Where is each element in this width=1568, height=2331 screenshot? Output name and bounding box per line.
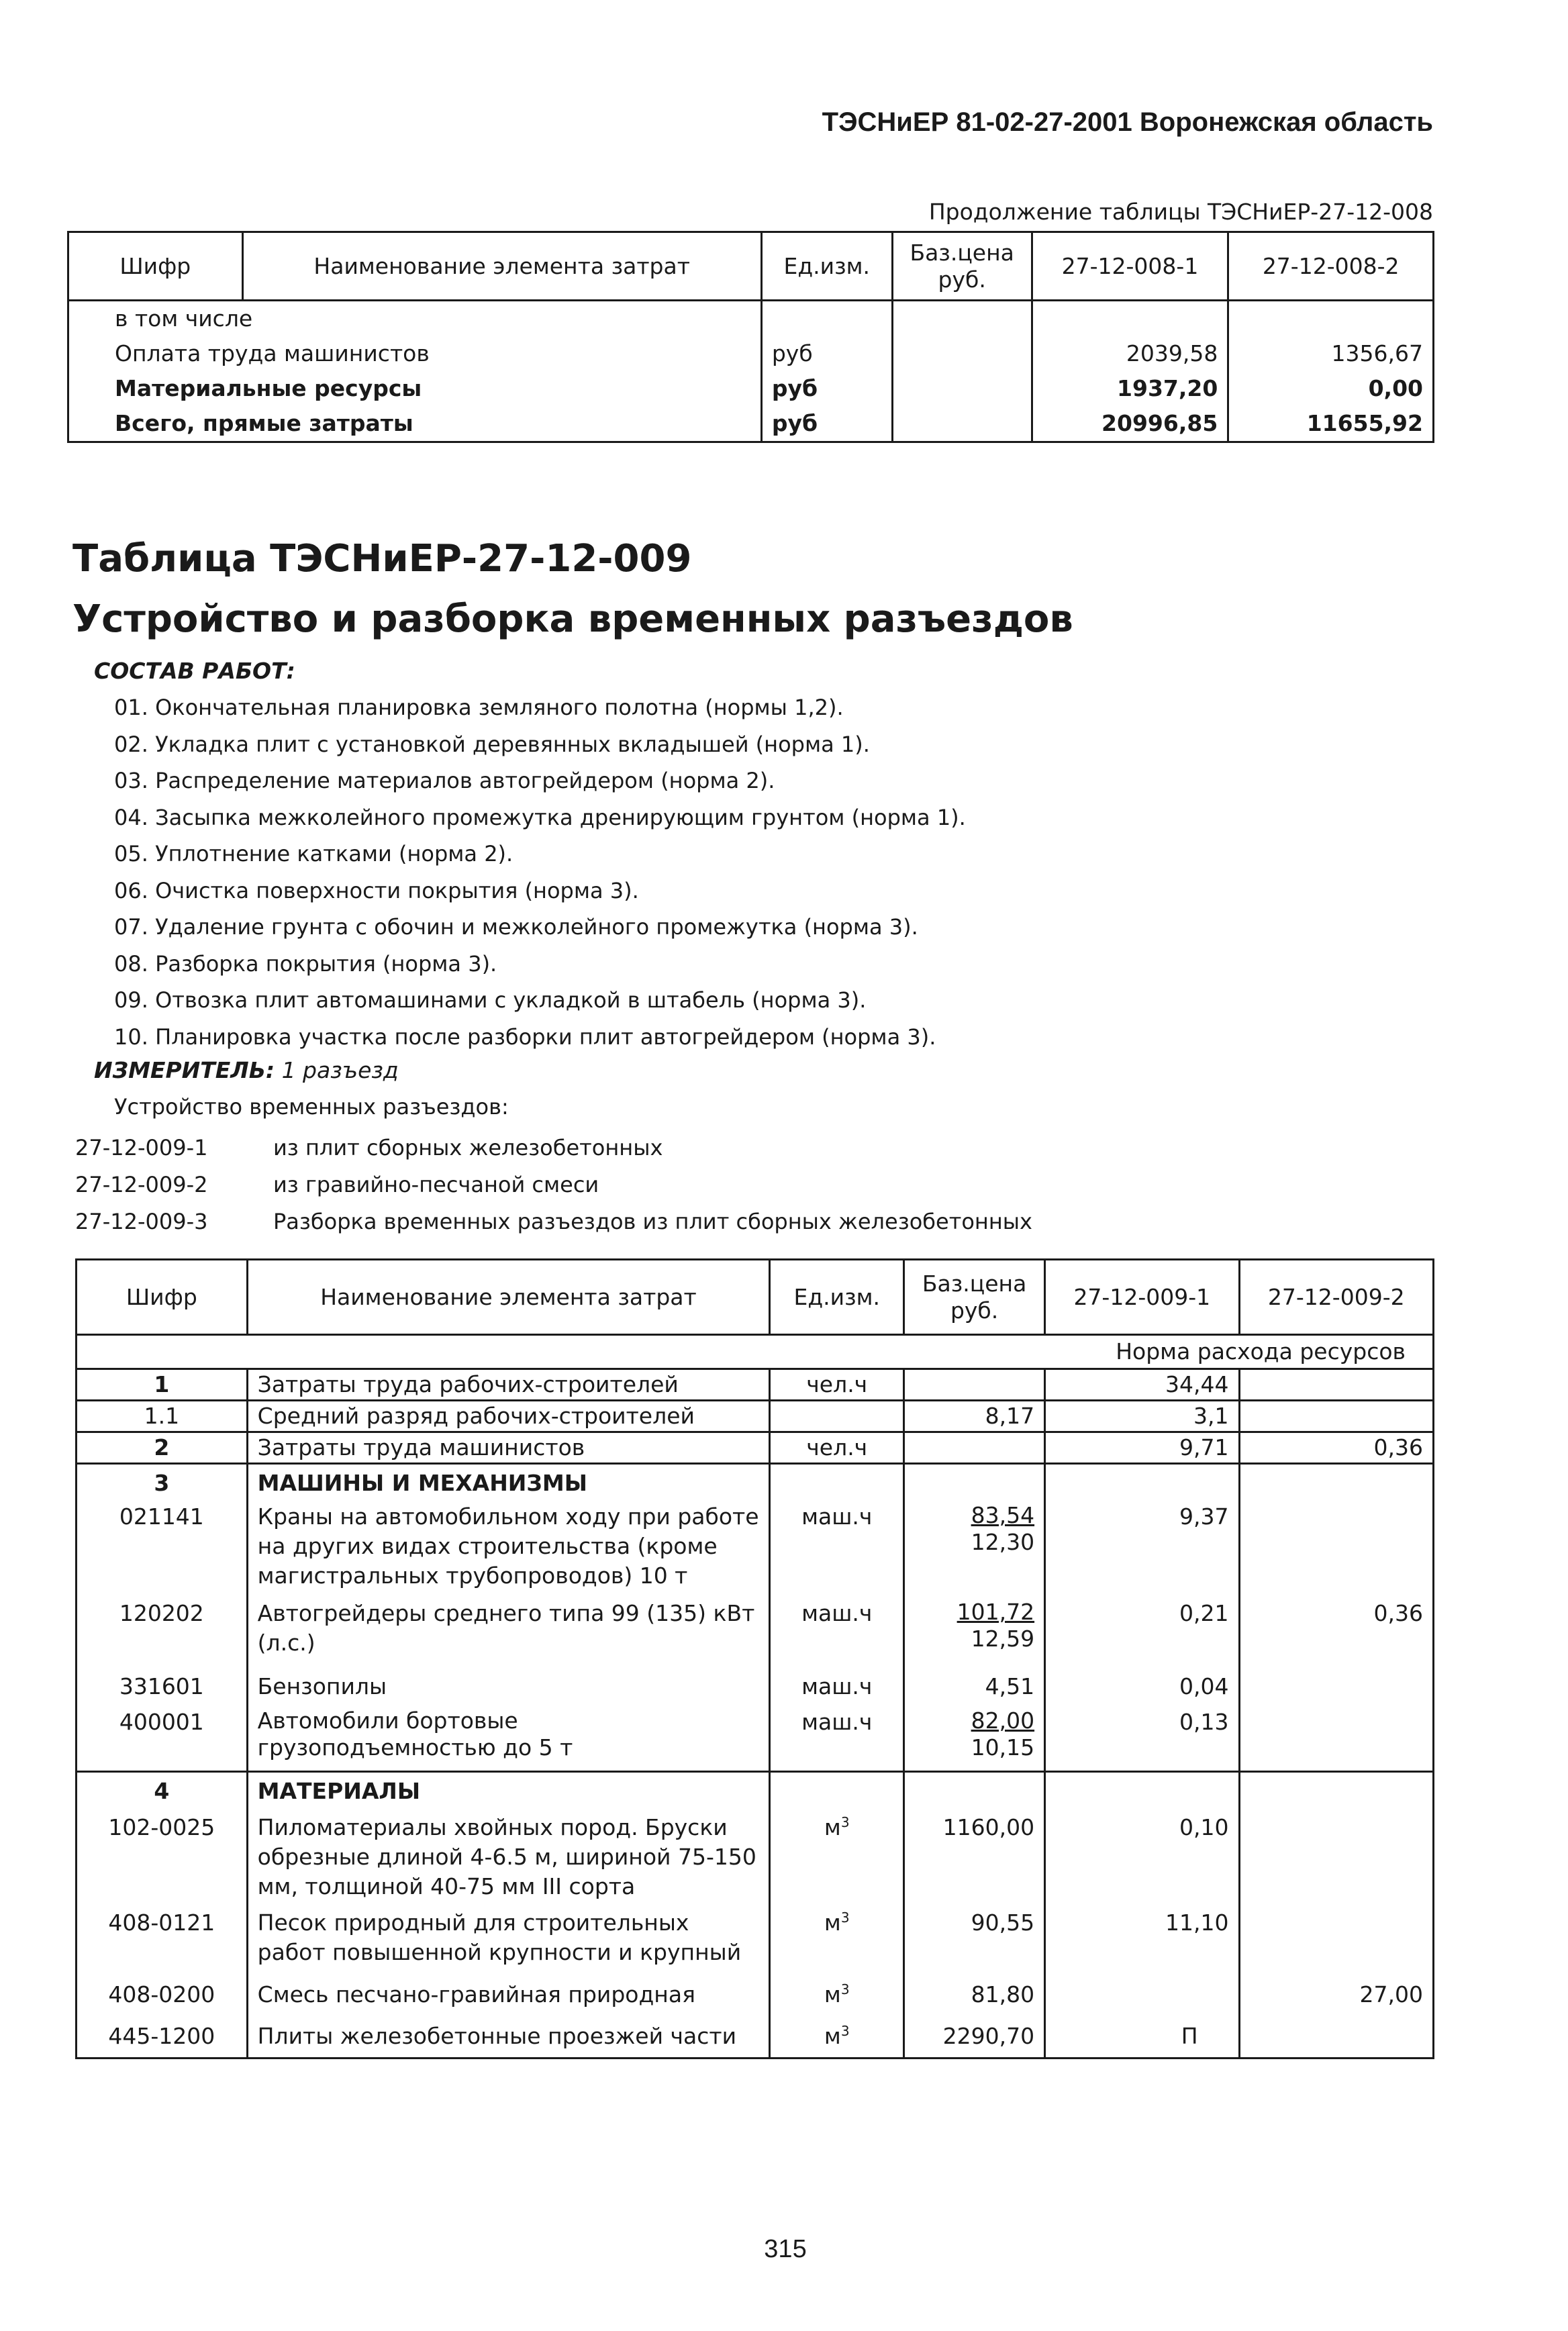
- col-header-name: Наименование элемента затрат: [242, 232, 761, 301]
- col-header-name: Наименование элемента затрат: [247, 1260, 770, 1335]
- row-v2: 0,36: [1239, 1599, 1433, 1666]
- row-unit: маш.ч: [801, 1600, 873, 1626]
- row-price: 90,55: [904, 1908, 1045, 1974]
- unit-text: м: [824, 2023, 841, 2049]
- measure-line: [94, 1057, 399, 1083]
- row-v2: 1356,67: [1331, 340, 1423, 366]
- table-row: [77, 1666, 1434, 1707]
- row-v2: [1228, 301, 1434, 337]
- row-price: 81,80: [904, 1974, 1045, 2016]
- row-price: [904, 1498, 1045, 1599]
- row-v2: [1239, 1908, 1433, 1974]
- table-title: Таблица ТЭСНиЕР-27-12-009: [72, 537, 692, 581]
- row-code: 408-0200: [108, 1981, 215, 2007]
- col-header-v1: 27-12-009-1: [1045, 1260, 1239, 1335]
- list-item: 02. Укладка плит с установкой деревянных вкладышей (норма 1).: [114, 731, 870, 757]
- row-v2: 0,36: [1239, 1432, 1433, 1464]
- row-code: 408-0121: [108, 1910, 215, 1936]
- row-v1: [1032, 301, 1228, 337]
- col-header-price: Баз.цена руб.: [892, 232, 1032, 301]
- row-label: Материальные ресурсы: [115, 375, 422, 401]
- row-unit: маш.ч: [801, 1709, 873, 1735]
- row-price: [904, 1369, 1045, 1401]
- row-v2: [1239, 1806, 1433, 1908]
- row-code: 1.1: [144, 1403, 180, 1429]
- row-code: 3: [154, 1470, 170, 1496]
- col-header-price: Баз.цена руб.: [904, 1260, 1045, 1335]
- row-price: [892, 301, 1032, 337]
- table-row: [77, 1498, 1434, 1599]
- row-label: Краны на автомобильном ходу при работе на других видах строительства (кроме магистральных трубопроводов) 10 т: [247, 1498, 770, 1599]
- row-v1: 20996,85: [1032, 406, 1228, 442]
- list-item: [75, 1203, 1032, 1240]
- row-label: Автомобили бортовые грузоподъемностью до 5 т: [247, 1707, 770, 1772]
- resources-table: [75, 1258, 1434, 2059]
- col-header-code: Шифр: [68, 232, 243, 301]
- row-price: [904, 1707, 1045, 1772]
- row-unit: руб: [761, 406, 892, 442]
- code: 27-12-009-3: [75, 1209, 208, 1234]
- price-main: 101,72: [957, 1599, 1035, 1625]
- row-label: Плиты железобетонные проезжей части: [247, 2016, 770, 2059]
- row-v2: 11655,92: [1306, 410, 1423, 436]
- list-item: [75, 1167, 1032, 1203]
- code-desc: из гравийно-песчаной смеси: [273, 1172, 599, 1197]
- code: 27-12-009-2: [75, 1172, 208, 1197]
- row-price: [892, 406, 1032, 442]
- row-unit: руб: [761, 371, 892, 406]
- row-label: МАШИНЫ И МЕХАНИЗМЫ: [247, 1464, 770, 1499]
- measure-value: 1 разъезд: [281, 1057, 399, 1083]
- row-label: Смесь песчано-гравийная природная: [247, 1974, 770, 2016]
- table-row: [77, 1432, 1434, 1464]
- row-unit: [770, 1806, 904, 1908]
- list-item: 08. Разборка покрытия (норма 3).: [114, 950, 497, 977]
- col-header-v1: 27-12-008-1: [1032, 232, 1228, 301]
- row-price: [904, 1432, 1045, 1464]
- row-code: 445-1200: [108, 2023, 215, 2049]
- row-price: [892, 371, 1032, 406]
- table-header-row: [77, 1260, 1434, 1335]
- construction-caption: Устройство временных разъездов:: [114, 1094, 509, 1120]
- row-code: 120202: [119, 1600, 204, 1626]
- row-v1: 3,1: [1193, 1403, 1229, 1429]
- unit-sup: 3: [840, 1814, 850, 1830]
- row-v1: 9,37: [1179, 1503, 1229, 1530]
- table-subtitle: Устройство и разборка временных разъездов: [72, 597, 1073, 641]
- col-header-unit: Ед.изм.: [770, 1260, 904, 1335]
- row-v1: 0,04: [1179, 1673, 1229, 1699]
- row-price: 8,17: [904, 1401, 1045, 1432]
- row-v1: 2039,58: [1032, 336, 1228, 371]
- row-unit: [761, 301, 892, 337]
- works-list: [114, 689, 966, 1055]
- list-item: 07. Удаление грунта с обочин и межколейного промежутка (норма 3).: [114, 914, 918, 940]
- unit-sup: 3: [840, 1981, 850, 1997]
- table-row: [77, 1599, 1434, 1666]
- row-price: 4,51: [904, 1666, 1045, 1707]
- row-v2: [1239, 2016, 1433, 2059]
- row-label: Пиломатериалы хвойных пород. Бруски обрезные длиной 4-6.5 м, шириной 75-150 мм, толщиной 40-75 мм III сорта: [247, 1806, 770, 1908]
- row-unit: [770, 1908, 904, 1974]
- row-label: Автогрейдеры среднего типа 99 (135) кВт (л.с.): [247, 1599, 770, 1666]
- code-desc: из плит сборных железобетонных: [273, 1135, 663, 1160]
- row-code: 331601: [119, 1673, 204, 1699]
- row-price: [892, 336, 1032, 371]
- list-item: 05. Уплотнение катками (норма 2).: [114, 841, 513, 866]
- row-price: [904, 1599, 1045, 1666]
- row-label: Бензопилы: [247, 1666, 770, 1707]
- row-code: 400001: [119, 1709, 204, 1735]
- row-code: 102-0025: [108, 1814, 215, 1840]
- price-secondary: 12,59: [971, 1626, 1035, 1652]
- table-row: [77, 1908, 1434, 1974]
- norm-label: Норма расхода ресурсов: [1116, 1338, 1406, 1365]
- table-row: [68, 371, 1434, 406]
- row-v1: [1045, 1974, 1239, 2016]
- row-label: в том числе: [115, 305, 253, 332]
- row-price: 2290,70: [904, 2016, 1045, 2059]
- table-row: [77, 2016, 1434, 2059]
- col-header-v2: 27-12-008-2: [1228, 232, 1434, 301]
- price-main: 83,54: [971, 1502, 1035, 1528]
- row-label: Оплата труда машинистов: [115, 340, 430, 366]
- list-item: [75, 1130, 1032, 1167]
- table-row: [77, 1401, 1434, 1432]
- row-unit: маш.ч: [801, 1673, 873, 1699]
- row-code: 2: [154, 1434, 170, 1460]
- row-v2: 27,00: [1239, 1974, 1433, 2016]
- row-v2: 0,00: [1368, 375, 1423, 401]
- row-unit: чел.ч: [806, 1434, 868, 1460]
- table-header-row: [68, 232, 1434, 301]
- row-label: Средний разряд рабочих-строителей: [247, 1401, 770, 1432]
- row-unit: [770, 1401, 904, 1432]
- table-row: [68, 301, 1434, 337]
- table-row: [77, 1974, 1434, 2016]
- document-header: ТЭСНиЕР 81-02-27-2001 Воронежская область: [822, 107, 1433, 137]
- unit-text: м: [824, 1981, 841, 2007]
- unit-sup: 3: [840, 1910, 850, 1926]
- code-desc: Разборка временных разъездов из плит сборных железобетонных: [273, 1209, 1032, 1234]
- row-label: Всего, прямые затраты: [115, 410, 413, 436]
- col-header-unit: Ед.изм.: [761, 232, 892, 301]
- row-v2: [1239, 1707, 1433, 1772]
- list-item: 03. Распределение материалов автогрейдером (норма 2).: [114, 768, 775, 793]
- price-main: 82,00: [971, 1707, 1035, 1734]
- page-number: 315: [764, 2235, 807, 2263]
- col-header-v2: 27-12-009-2: [1239, 1260, 1433, 1335]
- continuation-caption: Продолжение таблицы ТЭСНиЕР-27-12-008: [928, 199, 1433, 225]
- table-row: [77, 1806, 1434, 1908]
- works-heading: СОСТАВ РАБОТ:: [94, 658, 295, 684]
- measure-label: ИЗМЕРИТЕЛЬ:: [94, 1057, 275, 1083]
- row-label: Затраты труда машинистов: [247, 1432, 770, 1464]
- list-item: 09. Отвозка плит автомашинами с укладкой в штабель (норма 3).: [114, 987, 867, 1013]
- row-v2: [1239, 1498, 1433, 1599]
- row-v2: [1239, 1401, 1433, 1432]
- section-row: [77, 1464, 1434, 1499]
- list-item: 06. Очистка поверхности покрытия (норма 3).: [114, 877, 639, 903]
- row-v2: [1239, 1369, 1433, 1401]
- row-unit: руб: [761, 336, 892, 371]
- row-label: Песок природный для строительных работ повышенной крупности и крупный: [247, 1908, 770, 1974]
- row-v1: 0,10: [1179, 1814, 1229, 1840]
- row-code: 1: [154, 1371, 170, 1397]
- row-price: 1160,00: [904, 1806, 1045, 1908]
- row-v1: П: [1181, 2023, 1198, 2049]
- price-secondary: 10,15: [971, 1734, 1035, 1760]
- row-v1: 0,21: [1179, 1600, 1229, 1626]
- price-secondary: 12,30: [971, 1529, 1035, 1555]
- row-v1: 34,44: [1165, 1371, 1229, 1397]
- list-item: 10. Планировка участка после разборки плит автогрейдером (норма 3).: [114, 1024, 936, 1050]
- col-header-code: Шифр: [77, 1260, 248, 1335]
- continuation-table: [67, 231, 1434, 443]
- row-v1: 9,71: [1179, 1434, 1229, 1460]
- row-label: МАТЕРИАЛЫ: [247, 1772, 770, 1807]
- row-v1: 0,13: [1179, 1709, 1229, 1735]
- table-row: [77, 1369, 1434, 1401]
- row-v2: [1239, 1666, 1433, 1707]
- row-unit: маш.ч: [801, 1503, 873, 1530]
- table-row: [77, 1707, 1434, 1772]
- norm-row: [77, 1335, 1434, 1369]
- code: 27-12-009-1: [75, 1135, 208, 1160]
- row-code: 021141: [119, 1503, 204, 1530]
- row-v1: 1937,20: [1032, 371, 1228, 406]
- unit-sup: 3: [840, 2023, 850, 2039]
- table-row: [68, 406, 1434, 442]
- codes-list: [75, 1130, 1032, 1240]
- list-item: 01. Окончательная планировка земляного полотна (нормы 1,2).: [114, 695, 844, 720]
- row-unit: [770, 2016, 904, 2059]
- row-v1: 11,10: [1165, 1910, 1229, 1936]
- unit-text: м: [824, 1910, 841, 1936]
- list-item: 04. Засыпка межколейного промежутка дренирующим грунтом (норма 1).: [114, 804, 966, 830]
- row-unit: чел.ч: [806, 1371, 868, 1397]
- row-label: Затраты труда рабочих-строителей: [247, 1369, 770, 1401]
- unit-text: м: [824, 1814, 841, 1840]
- section-row: [77, 1772, 1434, 1807]
- table-row: [68, 336, 1434, 371]
- row-unit: [770, 1974, 904, 2016]
- row-code: 4: [154, 1778, 170, 1804]
